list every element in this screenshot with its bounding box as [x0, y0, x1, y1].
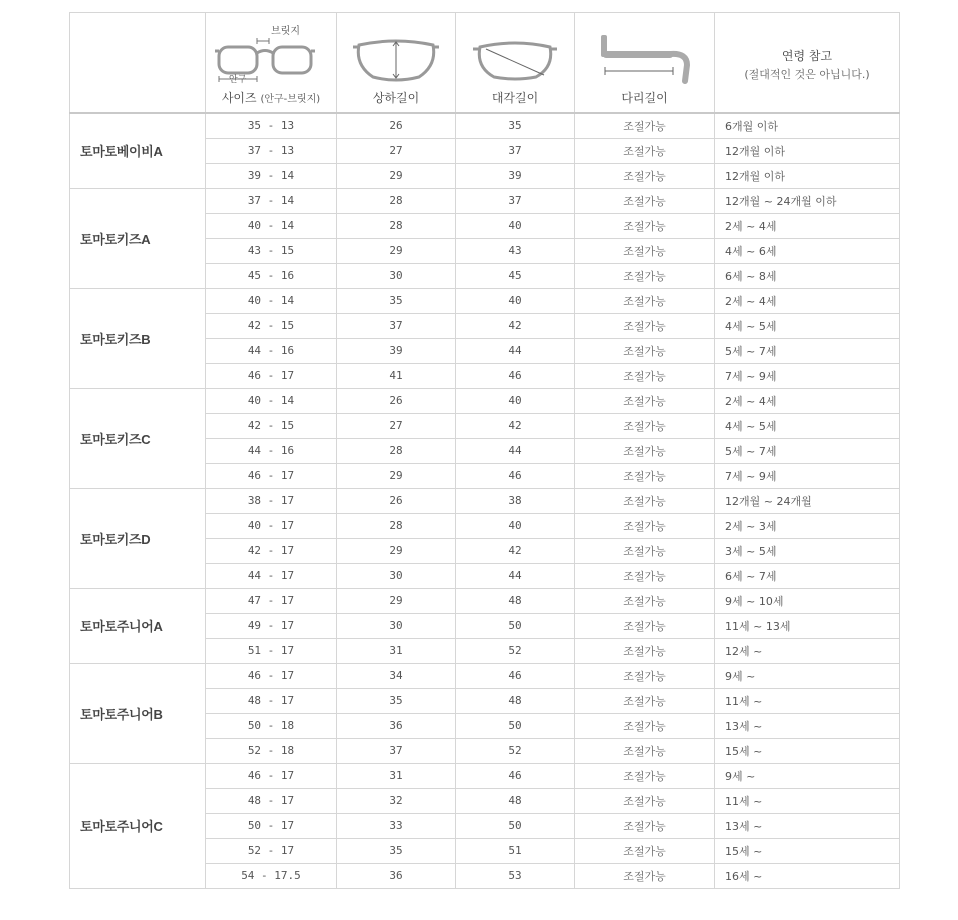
age-sub-label: (절대적인 것은 아닙니다.) [744, 68, 870, 81]
age-cell: 15세 ~ [715, 738, 900, 763]
temple-cell: 조절가능 [575, 288, 715, 313]
height-cell: 31 [337, 763, 456, 788]
size-cell: 44 - 17 [206, 563, 337, 588]
diagonal-header [456, 13, 575, 114]
size-cell: 45 - 16 [206, 263, 337, 288]
age-header [715, 13, 900, 114]
temple-cell: 조절가능 [575, 338, 715, 363]
size-cell: 48 - 17 [206, 788, 337, 813]
temple-cell: 조절가능 [575, 588, 715, 613]
size-header [206, 13, 337, 114]
size-cell: 43 - 15 [206, 238, 337, 263]
temple-cell: 조절가능 [575, 838, 715, 863]
diagonal-cell: 44 [456, 338, 575, 363]
diagonal-cell: 46 [456, 763, 575, 788]
height-cell: 33 [337, 813, 456, 838]
size-cell: 40 - 17 [206, 513, 337, 538]
diagonal-cell: 46 [456, 663, 575, 688]
diagonal-cell: 50 [456, 813, 575, 838]
age-cell: 7세 ~ 9세 [715, 363, 900, 388]
diagonal-cell: 40 [456, 513, 575, 538]
diagonal-cell: 44 [456, 563, 575, 588]
size-cell: 42 - 17 [206, 538, 337, 563]
height-cell: 26 [337, 388, 456, 413]
size-sub-label: (안구-브릿지) [260, 94, 321, 105]
age-cell: 12개월 이하 [715, 138, 900, 163]
size-cell: 51 - 17 [206, 638, 337, 663]
size-cell: 37 - 13 [206, 138, 337, 163]
height-cell: 41 [337, 363, 456, 388]
height-cell: 28 [337, 438, 456, 463]
diagonal-cell: 42 [456, 538, 575, 563]
temple-cell: 조절가능 [575, 663, 715, 688]
age-label: 연령 참고 [781, 49, 833, 63]
age-cell: 2세 ~ 4세 [715, 388, 900, 413]
height-cell: 35 [337, 688, 456, 713]
temple-cell: 조절가능 [575, 738, 715, 763]
diagonal-cell: 40 [456, 388, 575, 413]
size-cell: 40 - 14 [206, 213, 337, 238]
age-cell: 2세 ~ 4세 [715, 288, 900, 313]
size-cell: 40 - 14 [206, 388, 337, 413]
size-cell: 46 - 17 [206, 663, 337, 688]
size-cell: 49 - 17 [206, 613, 337, 638]
diagonal-cell: 46 [456, 363, 575, 388]
diagonal-cell: 43 [456, 238, 575, 263]
temple-cell: 조절가능 [575, 538, 715, 563]
table-row [70, 388, 900, 413]
size-cell: 38 - 17 [206, 488, 337, 513]
diagonal-cell: 52 [456, 738, 575, 763]
eye-label: 안구 [229, 75, 247, 85]
temple-cell: 조절가능 [575, 263, 715, 288]
age-cell: 12개월 ~ 24개월 [715, 488, 900, 513]
age-cell: 4세 ~ 5세 [715, 313, 900, 338]
age-cell: 12개월 ~ 24개월 이하 [715, 188, 900, 213]
temple-label: 다리길이 [621, 91, 668, 105]
size-cell: 42 - 15 [206, 413, 337, 438]
age-cell: 13세 ~ [715, 813, 900, 838]
age-cell: 7세 ~ 9세 [715, 463, 900, 488]
temple-length-icon [575, 31, 714, 85]
temple-cell: 조절가능 [575, 413, 715, 438]
height-cell: 29 [337, 163, 456, 188]
temple-cell: 조절가능 [575, 163, 715, 188]
age-cell: 11세 ~ [715, 788, 900, 813]
diagonal-label: 대각길이 [491, 91, 539, 105]
temple-cell: 조절가능 [575, 863, 715, 888]
size-cell: 50 - 18 [206, 713, 337, 738]
diagonal-cell: 50 [456, 613, 575, 638]
size-cell: 46 - 17 [206, 763, 337, 788]
height-cell: 31 [337, 638, 456, 663]
lens-diagonal-icon [456, 35, 574, 85]
age-cell: 5세 ~ 7세 [715, 438, 900, 463]
temple-cell: 조절가능 [575, 513, 715, 538]
diagonal-cell: 51 [456, 838, 575, 863]
size-cell: 40 - 14 [206, 288, 337, 313]
height-cell: 27 [337, 138, 456, 163]
model-name: 토마토주니어A [70, 588, 206, 663]
age-cell: 2세 ~ 3세 [715, 513, 900, 538]
height-cell: 26 [337, 113, 456, 138]
age-cell: 9세 ~ [715, 763, 900, 788]
age-cell: 6개월 이하 [715, 113, 900, 138]
height-cell: 28 [337, 513, 456, 538]
table-row [70, 288, 900, 313]
age-cell: 4세 ~ 5세 [715, 413, 900, 438]
model-name: 토마토주니어B [70, 663, 206, 763]
height-cell: 32 [337, 788, 456, 813]
height-cell: 35 [337, 838, 456, 863]
temple-cell: 조절가능 [575, 613, 715, 638]
temple-cell: 조절가능 [575, 488, 715, 513]
height-cell: 29 [337, 538, 456, 563]
diagonal-cell: 50 [456, 713, 575, 738]
temple-cell: 조절가능 [575, 438, 715, 463]
header-row [70, 13, 900, 114]
temple-header [575, 13, 715, 114]
temple-cell: 조절가능 [575, 138, 715, 163]
height-cell: 30 [337, 263, 456, 288]
size-cell: 47 - 17 [206, 588, 337, 613]
height-cell: 36 [337, 713, 456, 738]
diagonal-cell: 35 [456, 113, 575, 138]
diagonal-cell: 39 [456, 163, 575, 188]
height-cell: 30 [337, 613, 456, 638]
height-cell: 27 [337, 413, 456, 438]
age-cell: 3세 ~ 5세 [715, 538, 900, 563]
size-cell: 44 - 16 [206, 438, 337, 463]
size-rows [70, 113, 900, 888]
temple-cell: 조절가능 [575, 713, 715, 738]
age-cell: 12개월 이하 [715, 163, 900, 188]
height-cell: 36 [337, 863, 456, 888]
age-cell: 6세 ~ 7세 [715, 563, 900, 588]
temple-cell: 조절가능 [575, 688, 715, 713]
size-cell: 48 - 17 [206, 688, 337, 713]
age-cell: 6세 ~ 8세 [715, 263, 900, 288]
age-cell: 9세 ~ [715, 663, 900, 688]
model-name: 토마토베이비A [70, 113, 206, 188]
height-label: 상하길이 [372, 91, 420, 105]
table-row [70, 763, 900, 788]
age-cell: 15세 ~ [715, 838, 900, 863]
height-cell: 35 [337, 288, 456, 313]
temple-cell: 조절가능 [575, 813, 715, 838]
size-cell: 52 - 17 [206, 838, 337, 863]
height-cell: 28 [337, 213, 456, 238]
diagonal-cell: 45 [456, 263, 575, 288]
size-cell: 52 - 18 [206, 738, 337, 763]
diagonal-cell: 38 [456, 488, 575, 513]
temple-cell: 조절가능 [575, 763, 715, 788]
size-cell: 50 - 17 [206, 813, 337, 838]
temple-cell: 조절가능 [575, 313, 715, 338]
diagonal-cell: 37 [456, 138, 575, 163]
size-label: 사이즈 [221, 91, 257, 105]
model-name: 토마토키즈B [70, 288, 206, 388]
temple-cell: 조절가능 [575, 238, 715, 263]
height-cell: 34 [337, 663, 456, 688]
diagonal-cell: 40 [456, 213, 575, 238]
size-cell: 54 - 17.5 [206, 863, 337, 888]
diagonal-cell: 53 [456, 863, 575, 888]
model-name: 토마토주니어C [70, 763, 206, 888]
size-chart-table [69, 12, 900, 889]
table-row [70, 663, 900, 688]
height-cell: 29 [337, 238, 456, 263]
age-cell: 2세 ~ 4세 [715, 213, 900, 238]
age-cell: 5세 ~ 7세 [715, 338, 900, 363]
temple-cell: 조절가능 [575, 788, 715, 813]
model-name: 토마토키즈A [70, 188, 206, 288]
height-cell: 37 [337, 313, 456, 338]
diagonal-cell: 40 [456, 288, 575, 313]
diagonal-cell: 52 [456, 638, 575, 663]
model-name: 토마토키즈C [70, 388, 206, 488]
diagonal-cell: 48 [456, 788, 575, 813]
diagonal-cell: 48 [456, 588, 575, 613]
table-row [70, 488, 900, 513]
diagonal-cell: 46 [456, 463, 575, 488]
diagonal-cell: 44 [456, 438, 575, 463]
age-cell: 4세 ~ 6세 [715, 238, 900, 263]
height-cell: 39 [337, 338, 456, 363]
temple-cell: 조절가능 [575, 188, 715, 213]
glasses-size-icon [206, 23, 336, 85]
diagonal-cell: 42 [456, 413, 575, 438]
height-cell: 29 [337, 588, 456, 613]
temple-cell: 조절가능 [575, 213, 715, 238]
height-header [337, 13, 456, 114]
height-cell: 37 [337, 738, 456, 763]
age-cell: 12세 ~ [715, 638, 900, 663]
age-cell: 9세 ~ 10세 [715, 588, 900, 613]
age-cell: 11세 ~ [715, 688, 900, 713]
lens-height-icon [337, 35, 455, 85]
table-row [70, 188, 900, 213]
temple-cell: 조절가능 [575, 363, 715, 388]
bridge-label: 브릿지 [271, 26, 300, 37]
diagonal-cell: 48 [456, 688, 575, 713]
age-cell: 13세 ~ [715, 713, 900, 738]
size-cell: 46 - 17 [206, 463, 337, 488]
size-cell: 44 - 16 [206, 338, 337, 363]
table-row [70, 113, 900, 138]
size-cell: 35 - 13 [206, 113, 337, 138]
temple-cell: 조절가능 [575, 388, 715, 413]
size-cell: 42 - 15 [206, 313, 337, 338]
height-cell: 28 [337, 188, 456, 213]
size-cell: 39 - 14 [206, 163, 337, 188]
temple-cell: 조절가능 [575, 563, 715, 588]
height-cell: 30 [337, 563, 456, 588]
model-header [70, 13, 206, 114]
temple-cell: 조절가능 [575, 638, 715, 663]
age-cell: 16세 ~ [715, 863, 900, 888]
diagonal-cell: 42 [456, 313, 575, 338]
temple-cell: 조절가능 [575, 113, 715, 138]
height-cell: 26 [337, 488, 456, 513]
temple-cell: 조절가능 [575, 463, 715, 488]
table-row [70, 588, 900, 613]
age-cell: 11세 ~ 13세 [715, 613, 900, 638]
size-cell: 46 - 17 [206, 363, 337, 388]
height-cell: 29 [337, 463, 456, 488]
model-name: 토마토키즈D [70, 488, 206, 588]
diagonal-cell: 37 [456, 188, 575, 213]
size-cell: 37 - 14 [206, 188, 337, 213]
